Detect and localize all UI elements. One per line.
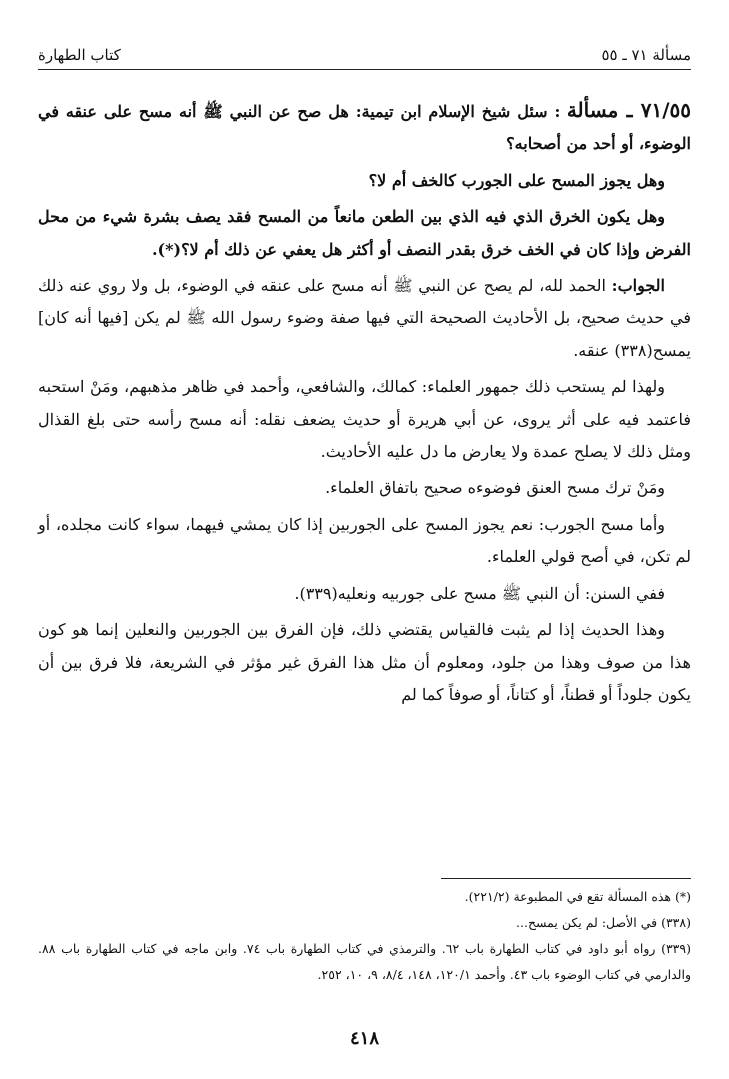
page-number: ٤١٨ xyxy=(349,1028,379,1049)
running-header xyxy=(38,40,691,70)
answer-text: الحمد لله، لم يصح عن النبي ﷺ أنه مسح على عنقه في الوضوء، بل ولا روي عنه ذلك في حديث صحيح، بل الأحاديث الصحيحة التي فيها صفة وضوء رسول الله ﷺ لم يكن [فيها أنه كان] يمسح(٣٣٨) عنقه. xyxy=(38,276,691,360)
question-text: : سئل شيخ الإسلام ابن تيمية: هل صح عن النبي ﷺ أنه مسح على عنقه في الوضوء، أو أحد من أصحابه؟ xyxy=(38,102,691,154)
paragraph-neck-wiping: ومَنْ ترك مسح العنق فوضوءه صحيح باتفاق العلماء. xyxy=(325,478,665,498)
paragraph-sunan: ففي السنن: أن النبي ﷺ مسح على جوربيه ونعليه(٣٣٩). xyxy=(294,583,665,603)
question-paragraph-2: وهل يجوز المسح على الجورب كالخف أم لا؟ xyxy=(368,170,665,190)
paragraph-socks: وأما مسح الجورب: نعم يجوز المسح على الجوربين إذا كان يمشي فيهما، سواء كانت مجلده، أو لم تكن، في أصح قولي العلماء. xyxy=(38,514,691,567)
header-issue-number: مسألة ٧١ ـ ٥٥ xyxy=(601,45,691,64)
footnotes xyxy=(38,884,691,988)
question-number: ٧١/٥٥ ـ مسألة xyxy=(566,98,692,122)
question-paragraph-3: وهل يكون الخرق الذي فيه الذي بين الطعن مانعاً من المسح فقد يصف بشرة شيء من محل الفرض وإذا كان في الخف خرق بقدر النصف أو أكثر هل يعفي عن ذلك أم لا؟(*). xyxy=(38,207,691,259)
footnote-item: (*) هذه المسألة تقع في المطبوعة (٢٢١/٢). xyxy=(464,889,691,904)
main-text xyxy=(38,94,691,715)
footnote-item: (٣٣٨) في الأصل: لم يكن يمسح... xyxy=(516,915,691,930)
footnote-divider xyxy=(441,878,691,879)
footnote-item: (٣٣٩) رواه أبو داود في كتاب الطهارة باب ٦٢. والترمذي في كتاب الطهارة باب ٧٤. وابن ماجه في كتاب الطهارة باب ٨٨. والدارمي في كتاب الوضوء باب ٤٣. وأحمد ١٢٠/١، ١٤٨، ٨/٤، ٩، ١٠، ٢٥٢. xyxy=(38,941,692,982)
header-book-title: كتاب الطهارة xyxy=(38,45,121,64)
answer-paragraph xyxy=(38,270,691,367)
paragraph-scholars: ولهذا لم يستحب ذلك جمهور العلماء: كمالك، والشافعي، وأحمد في ظاهر مذهبهم، ومَنْ استحبه فاعتمد فيه على أثر يروى، عن أبي هريرة أو حديث يضعف نقله: أنه مسح رأسه حتى بلغ القذال ومثل ذلك لا يصلح عمدة ولا يعارض ما دل عليه الأحاديث. xyxy=(38,377,691,462)
paragraph-analogy: وهذا الحديث إذا لم يثبت فالقياس يقتضي ذلك، فإن الفرق بين الجوربين والنعلين إنما هو كون هذا من صوف وهذا من جلود، ومعلوم أن مثل هذا الفرق غير مؤثر في الشريعة، فلا فرق بين أن يكون جلوداً أو قطناً، أو كتاناً، أو صوفاً كما لم xyxy=(38,620,691,704)
question-paragraph xyxy=(38,94,691,161)
answer-label: الجواب: xyxy=(611,276,665,296)
